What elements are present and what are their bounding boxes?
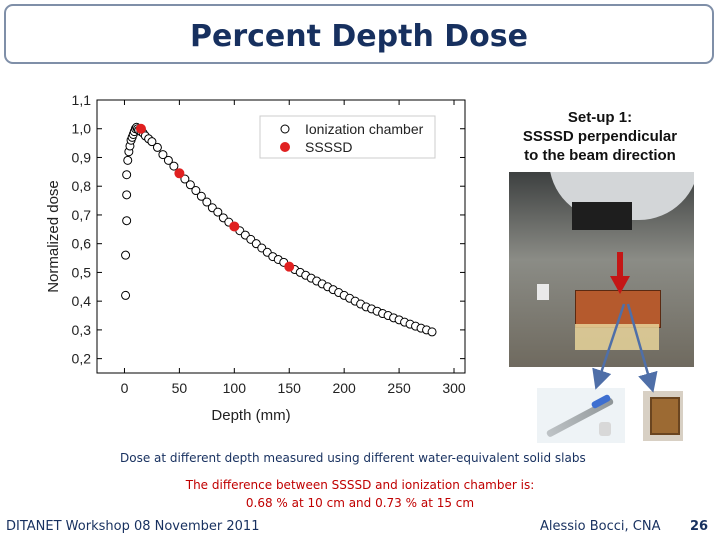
y-tick-label: 0,5 <box>71 264 91 281</box>
chamber-plug-shape <box>599 422 611 436</box>
ionization-point <box>153 143 161 151</box>
legend-label-ssssd: SSSSD <box>305 139 353 155</box>
ssssd-point <box>285 262 294 271</box>
ssssd-point <box>136 124 145 133</box>
x-axis-label: Depth (mm) <box>211 407 291 424</box>
pdd-chart <box>0 70 490 430</box>
beam-head-shape <box>572 202 632 230</box>
footer-author: Alessio Bocci, CNA <box>540 519 661 534</box>
x-tick-label: 200 <box>332 380 356 396</box>
detector-chip-shape <box>650 397 680 435</box>
x-tick-label: 300 <box>442 380 466 396</box>
y-tick-label: 1,1 <box>71 92 91 108</box>
ionization-point <box>428 328 436 336</box>
setup-line-1: Set-up 1: <box>567 109 633 126</box>
footer-event: DITANET Workshop 08 November 2011 <box>6 519 260 534</box>
y-tick-label: 0,9 <box>71 149 91 166</box>
y-tick-label: 0,8 <box>71 178 91 195</box>
title-box <box>4 4 714 64</box>
x-tick-label: 0 <box>120 380 129 396</box>
legend-marker-ssssd <box>281 143 290 152</box>
y-tick-label: 0,3 <box>71 321 91 338</box>
ionization-point <box>170 162 178 170</box>
solid-slab-shape <box>575 290 661 328</box>
y-axis-label: Normalized dose <box>45 180 62 293</box>
ssssd-point <box>175 169 184 178</box>
table-shape <box>575 324 659 350</box>
wall-device-shape <box>537 284 549 300</box>
ionization-chamber-photo <box>537 388 625 443</box>
ionization-point <box>123 217 131 225</box>
legend-label-ionization: Ionization chamber <box>305 121 424 137</box>
setup-photo <box>509 172 694 367</box>
caption-diff-line-1: The difference between SSSSD and ionization chamber is: <box>185 478 535 492</box>
x-tick-label: 100 <box>222 380 246 396</box>
x-tick-label: 50 <box>171 380 188 396</box>
ionization-point <box>122 291 130 299</box>
caption-dose: Dose at different depth measured using different water-equivalent solid slabs <box>120 451 586 465</box>
beam-arrow-icon <box>617 252 623 278</box>
ssssd-point <box>230 222 239 231</box>
y-tick-label: 1,0 <box>71 120 91 137</box>
x-tick-label: 150 <box>277 380 301 396</box>
legend-marker-ionization <box>281 125 289 133</box>
y-tick-label: 0,4 <box>71 293 91 310</box>
y-tick-label: 0,7 <box>71 206 91 223</box>
caption-diff-line-2: 0.68 % at 10 cm and 0.73 % at 15 cm <box>245 496 475 510</box>
page-number: 26 <box>690 519 709 534</box>
x-tick-label: 250 <box>387 380 411 396</box>
setup-line-2: SSSSD perpendicular <box>522 128 678 145</box>
slide-title: Percent Depth Dose <box>190 19 528 54</box>
y-tick-label: 0,6 <box>71 235 91 252</box>
ionization-point <box>123 171 131 179</box>
setup-description <box>490 108 710 165</box>
ionization-point <box>122 251 130 259</box>
beam-arrow-head-icon <box>610 276 630 294</box>
setup-line-3: to the beam direction <box>524 147 676 164</box>
ionization-point <box>124 156 132 164</box>
ionization-point <box>123 191 131 199</box>
ssssd-detector-photo <box>643 391 683 441</box>
y-tick-label: 0,2 <box>71 350 91 367</box>
